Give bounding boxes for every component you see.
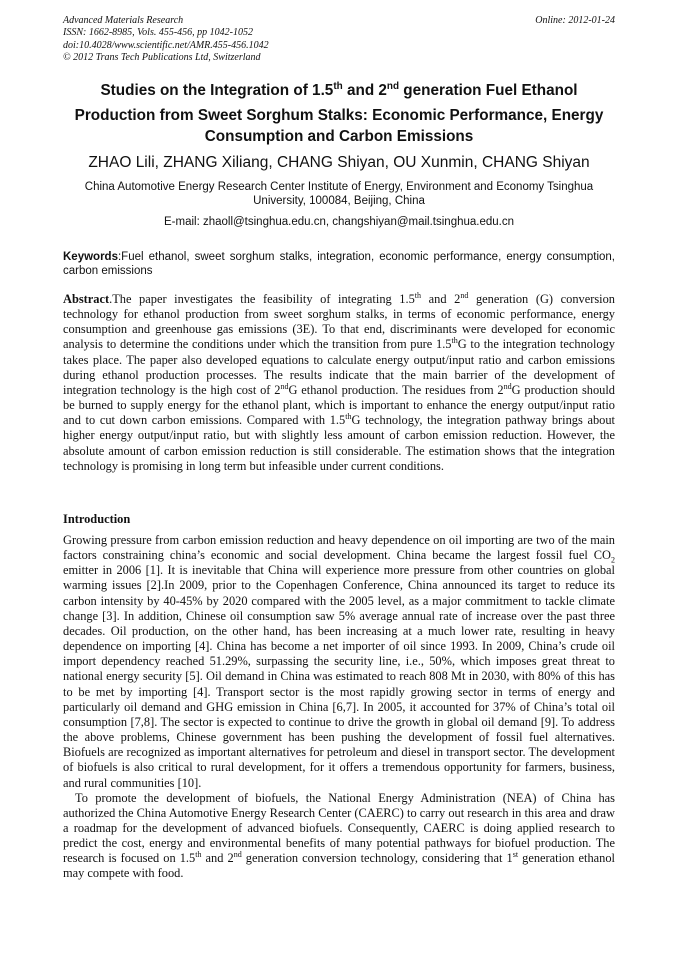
copyright-line: © 2012 Trans Tech Publications Ltd, Switzerland xyxy=(63,52,261,64)
keywords-label: Keywords xyxy=(63,251,118,263)
journal-header xyxy=(63,15,615,65)
introduction-heading: Introduction xyxy=(63,512,131,526)
doi-line: doi:10.4028/www.scientific.net/AMR.455-456.1042 xyxy=(63,39,269,51)
abstract: Abstract.The paper investigates the feasibility of integrating 1.5th and 2nd generation (G) conversion technology for ethanol production from sweet sorghum stalks, in terms of economic performance, energy consumption and greenhouse gas emissions (3E). To that end, discriminants were developed for economic analysis to determine the conditions under which the transition from pure 1.5thG to the integration technology takes place. The paper also developed equations to calculate energy output/input ratio and carbon emissions during ethanol production processes. The results indicate that the main barrier of the development of integration technology is the high cost of 2ndG ethanol production. The residues from 2ndG production should be burned to supply energy for the ethanol plant, which is important to enhance the energy output/input ratio and to cut down carbon emissions. Compared with 1.5thG technology, the integration pathway brings about higher energy output/input ratio, but with slightly less amount of carbon emission reduction. However, the absolute amount of carbon emission reduction is still considerable. The estimation shows that the integration technology is promising in long term but infeasible under current conditions. xyxy=(63,290,616,473)
paper-title-line2: Production from Sweet Sorghum Stalks: Economic Performance, Energy Consumption and Carbon Emissions xyxy=(74,107,604,145)
issn-line: ISSN: 1662-8985, Vols. 455-456, pp 1042-1052 xyxy=(63,27,253,39)
keywords-text: :Fuel ethanol, sweet sorghum stalks, integration, economic performance, energy consumption, carbon emissions xyxy=(63,251,615,277)
abstract-label: Abstract xyxy=(63,292,110,306)
intro-paragraph-1: Growing pressure from carbon emission reduction and heavy dependence on oil importing are two of the main factors constraining china’s economic and social development. China became the largest fossil fuel $CO_2$ emitter in 2006 [1]. It is inevitable that China will experience more pressure from other countries on global warming issues [2].In 2009, prior to the Copenhagen Conference, China announced its target to reduce its carbon intensity by 40-45% by 2020 compared with the 2005 level, as a major commitment to tackle climate change [3]. In addition, Chinese oil consumption saw 5% average annual rate of increase over the past three decades. Oil production, on the other hand, has been increasing at a much lower rate, resulting in heavy dependence on importing [4]. China has become a net importer of oil since 1993. In 2009, China’s crude oil import dependency reached 51.29%, surpassing the security line, i.e., 50%, which imposes great threat to national energy security [5]. Oil demand in China was estimated to reach 808 Mt in 2030, with 80% of this has to be met by importing [4]. Transport sector is the most rapidly growing sector in terms of energy and particularly oil demand and GHG emission in China [6,7]. In 2005, it accounted for 37% of China’s total oil consumption [7,8]. The sector is expected to continue to drive the growth in global oil demand [9]. To address the above problems, Chinese government has been pushing the development of fossil fuel alternatives. Biofuels are recognized as important alternatives for petroleum and diesel in transport sector. The development of biofuels is also critical to rural development, for it offers a tremendous opportunity for farmers, business, and rural communities [10]. xyxy=(63,533,615,790)
intro-paragraph-2: To promote the development of biofuels, the National Energy Administration (NEA) of China has authorized the China Automotive Energy Research Center (CAERC) to carry out research in this area and draw a roadmap for the development of advanced biofuels. Consequently, CAERC is doing applied research to predict the cost, energy and environmental benefits of many potential pathways for biofuel production. The research is focused on 1.5th and 2nd generation conversion technology, considering that 1st generation ethanol may compete with food. xyxy=(63,790,615,881)
affiliation-text: China Automotive Energy Research Center Institute of Energy, Environment and Economy Tsinghua University, 100084, Beijing, China xyxy=(84,181,594,208)
author-list: ZHAO Lili, ZHANG Xiliang, CHANG Shiyan, OU Xunmin, CHANG Shiyan xyxy=(88,154,590,171)
affiliation xyxy=(63,180,615,230)
keywords xyxy=(63,250,615,278)
online-date: Online: 2012-01-24 xyxy=(535,15,615,26)
email-line: E-mail: zhaoll@tsinghua.edu.cn, changshiyan@mail.tsinghua.edu.cn xyxy=(163,216,515,229)
journal-name: Advanced Materials Research xyxy=(63,15,184,26)
introduction-body xyxy=(63,533,615,882)
paper-title: Studies on the Integration of 1.5th and 2nd generation Fuel Ethanol Production from Sweet Sorghum Stalks: Economic Performance, Energy Consumption and Carbon Emissions xyxy=(74,80,604,145)
